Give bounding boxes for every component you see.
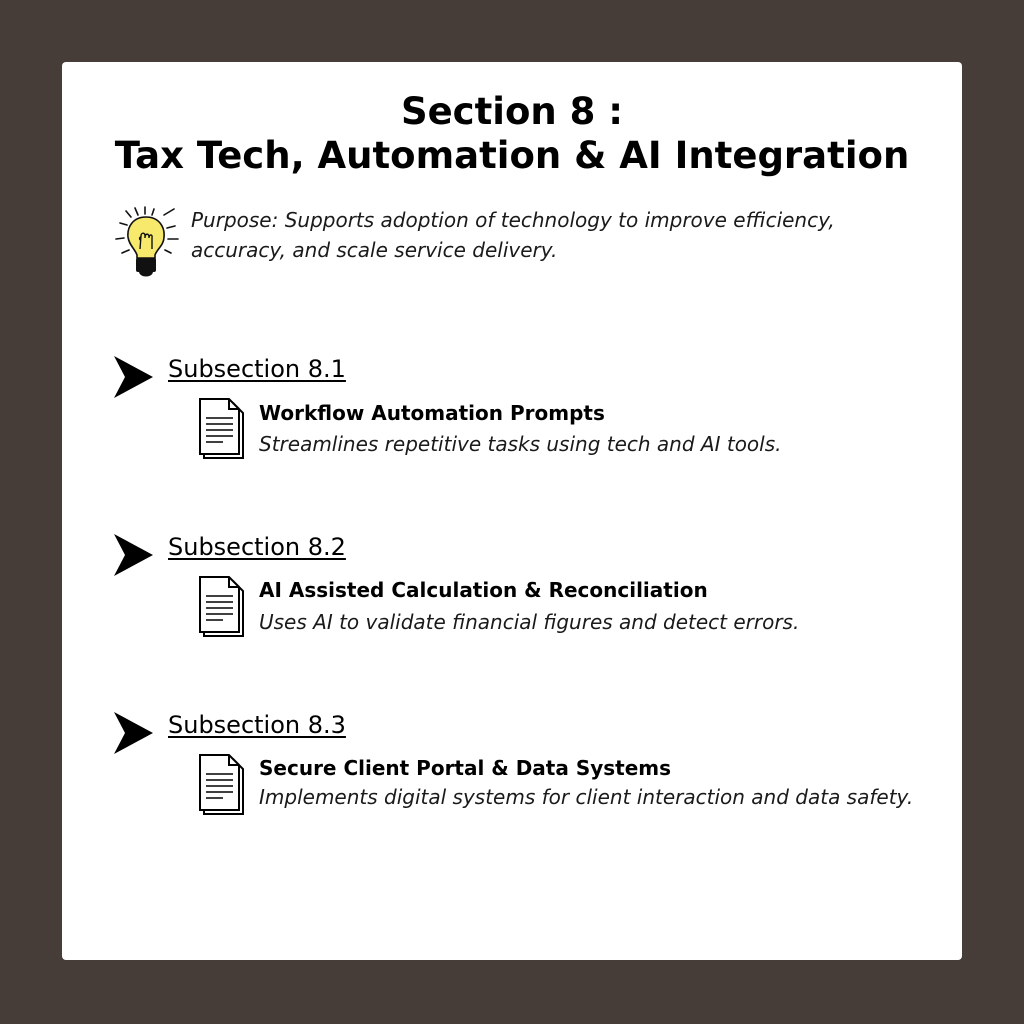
document-icon <box>197 754 247 816</box>
arrow-icon <box>112 711 154 755</box>
subsection-8-3-title: Secure Client Portal & Data Systems <box>259 756 672 780</box>
arrow-icon <box>112 533 154 577</box>
page-title <box>0 90 1024 178</box>
subsection-8-1-label[interactable]: Subsection 8.1 <box>168 355 346 383</box>
document-icon <box>197 576 247 638</box>
document-icon <box>197 398 247 460</box>
page-title-line-2: Tax Tech, Automation & AI Integration <box>114 134 910 177</box>
subsection-8-3-description: Implements digital systems for client interaction and data safety. <box>259 785 914 809</box>
purpose-text: Purpose: Supports adoption of technology to improve efficiency, accuracy, and scale service delivery. <box>191 208 835 262</box>
subsection-8-2-title: AI Assisted Calculation & Reconciliation <box>259 578 708 602</box>
subsection-8-1-title: Workflow Automation Prompts <box>259 401 605 425</box>
subsection-8-2-label[interactable]: Subsection 8.2 <box>168 533 346 561</box>
lightbulb-icon <box>112 205 182 285</box>
page-title-line-1: Section 8 : <box>400 90 624 133</box>
subsection-8-2-description: Uses AI to validate financial figures and detect errors. <box>259 610 800 634</box>
arrow-icon <box>112 355 154 399</box>
content-card <box>62 62 962 960</box>
subsection-8-3-label[interactable]: Subsection 8.3 <box>168 711 346 739</box>
subsection-8-1-description: Streamlines repetitive tasks using tech and AI tools. <box>259 432 782 456</box>
